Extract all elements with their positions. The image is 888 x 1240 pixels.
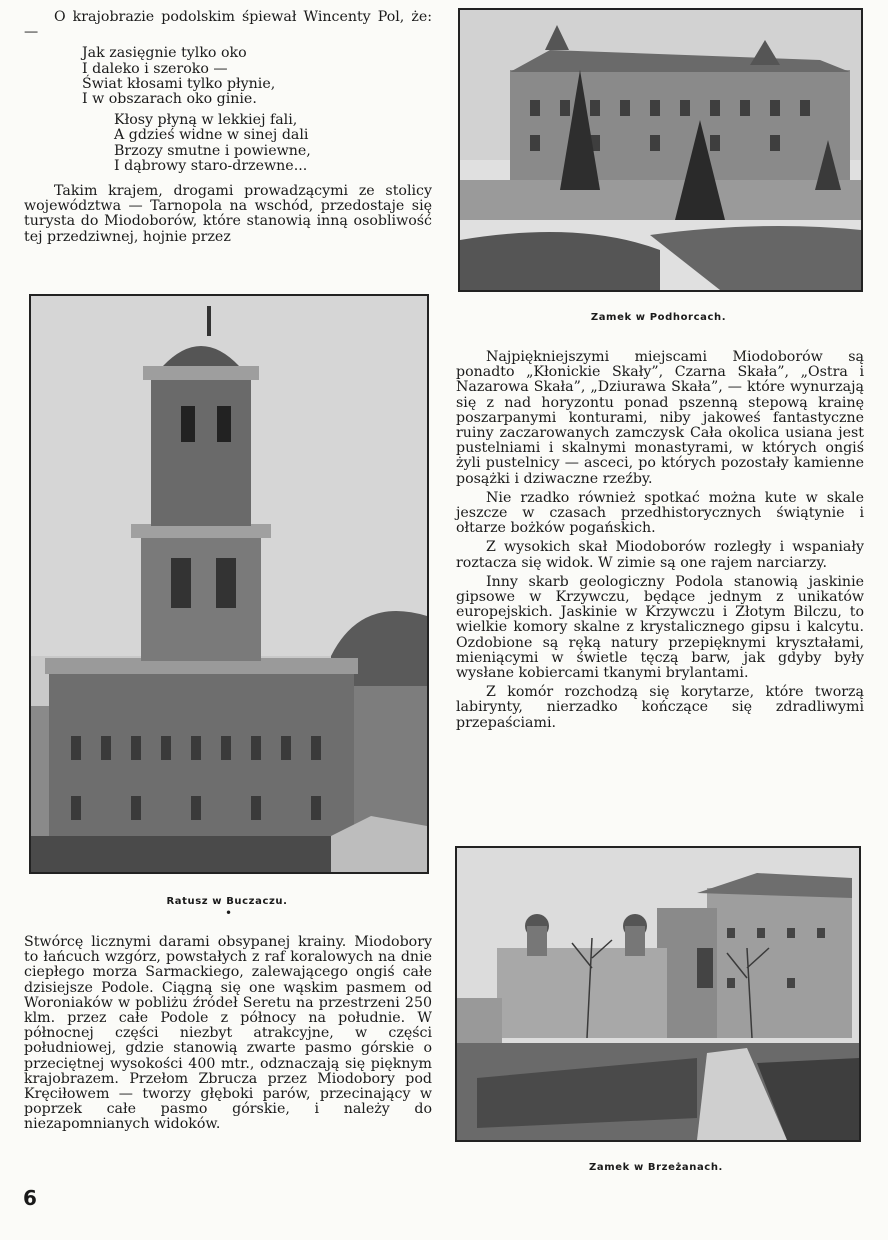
decorative-dot: • (225, 906, 233, 920)
caption-brzezany: Zamek w Brzeżanach. (589, 1162, 723, 1173)
intro-paragraph: O krajobrazie podolskim śpiewał Wincenty Pol, że: — (24, 9, 432, 41)
left-column-bottom (24, 935, 432, 1133)
right-paragraph: Z komór rozchodzą się korytarze, które tworzą labirynty, nierzadko kończące się zdradliwymi przepaściami. (456, 684, 864, 731)
poem (82, 46, 432, 174)
poem-line: A gdzieś widne w sinej dali (114, 127, 309, 144)
poem-line: Kłosy płyną w lekkiej fali, (114, 112, 298, 129)
right-paragraph: Z wysokich skał Miodoborów rozległy i wspaniały roztacza się widok. W zimie są one rajem narciarzy. (456, 539, 864, 571)
photo-podhorce-castle (458, 8, 863, 292)
left-paragraph-1: Takim krajem, drogami prowadzącymi ze stolicy województwa — Tarnopola na wschód, przedostaje się turysta do Miodoborów, które stanowią inną osobliwość tej przedziwnej, hojnie przez (24, 183, 432, 245)
right-column (456, 350, 864, 731)
poem-line: Jak zasięgnie tylko oko (82, 45, 247, 62)
poem-line: Świat kłosami tylko płynie, (82, 75, 276, 92)
caption-buczacz: Ratusz w Buczaczu. (166, 896, 288, 907)
poem-line: I daleko i szeroko — (82, 60, 228, 77)
photo-buczacz-town-hall (29, 294, 429, 874)
left-paragraph-2: Stwórcę licznymi darami obsypanej krainy. Miodobory to łańcuch wzgórz, powstałych z raf koralowych na dnie ciepłego morza Sarmackiego, zalewającego ongiś całe dzisiejsze Podole. Ciągną się one wąskim pasmem od Woroniaków w pobliżu źródeł Seretu na przestrzeni 250 klm. przez całe Podole z północy na południe. W północnej części niezbyt atrakcyjne, w części południowej, gdzie stanowią zwarte pasmo górskie o przeciętnej wysokości 400 mtr., odznaczają się pięknym krajobrazem. Przełom Zbrucza przez Miodobory pod Kręciłowem — tworzy głęboki parów, przecinający w poprzek całe pasmo górskie, i należy do niezapomnianych widoków. (24, 934, 432, 1133)
poem-stanza-2 (114, 113, 432, 174)
poem-line: I w obszarach oko ginie. (82, 91, 257, 108)
poem-line: I dąbrowy staro-drzewne... (114, 157, 308, 174)
right-paragraph: Najpiękniejszymi miejscami Miodoborów są ponadto „Kłonickie Skały”, Czarna Skała”, „Ostra i Nazarowa Skała”, „Dziurawa Skała”, — które wynurzają się z nad horyzontu ponad pszenną stepową krainę poszarpanymi konturami, niby jakoweś fantastyczne ruiny zaczarowanych zamczysk Cała okolica usiana jest pustelniami i skalnymi monastyrami, w których ongiś żyli pustelnicy — asceci, po których pozostały kamienne posążki i dziwaczne rzeźby. (456, 349, 864, 487)
left-column-top (24, 10, 432, 245)
page-number: 6 (23, 1186, 37, 1210)
right-paragraph: Inny skarb geologiczny Podola stanowią jaskinie gipsowe w Krzywczu, będące jednym z unikatów europejskich. Jaskinie w Krzywczu i Złotym Bilczu, to wielkie komory skalne z krystalicznego gipsu i kalcytu. Ozdobione są ręką natury przepięknymi kryształami, mieniącymi w świetle tęczą barw, jak gdyby były wysłane kobiercami tkanymi brylantami. (456, 573, 864, 682)
photo-brzezany-castle (455, 846, 861, 1142)
poem-line: Brzozy smutne i powiewne, (114, 142, 311, 159)
poem-stanza-1 (82, 46, 432, 107)
caption-podhorce: Zamek w Podhorcach. (590, 312, 727, 323)
right-paragraph: Nie rzadko również spotkać można kute w skale jeszcze w czasach przedhistorycznych świątynie i ołtarze bożków pogańskich. (456, 489, 864, 537)
